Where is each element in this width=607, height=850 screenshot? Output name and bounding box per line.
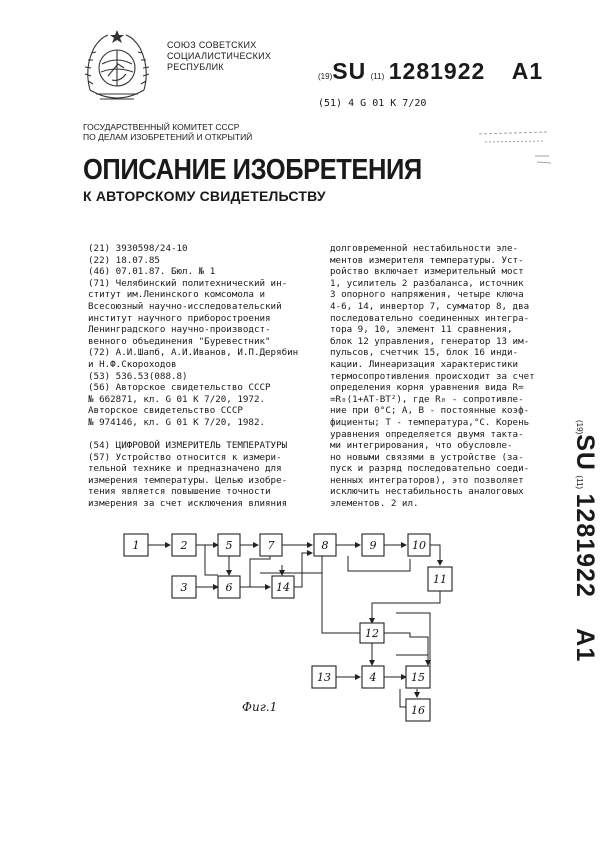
bibliographic-line: № 974146, кл. G 01 K 7/20, 1982.: [88, 416, 266, 428]
ipc-classification: [318, 98, 426, 109]
diagram-block-label: 4: [369, 671, 377, 684]
committee-line: ПО ДЕЛАМ ИЗОБРЕТЕНИЙ И ОТКРЫТИЙ: [83, 132, 253, 142]
bibliographic-line: измерения температуры. Целью изобре-: [88, 474, 288, 486]
bibliographic-line: № 662871, кл. G 01 K 7/20, 1972.: [88, 393, 266, 405]
abstract-line: ми интегрирования, что обусловле-: [330, 440, 513, 452]
document-subtitle: К АВТОРСКОМУ СВИДЕТЕЛЬСТВУ: [83, 188, 326, 204]
abstract-line: ненных интеграторов), это позволяет: [330, 474, 524, 486]
number-code-label: (11): [370, 72, 385, 81]
abstract-line: кации. Линеаризация характеристики: [330, 358, 519, 370]
document-title: ОПИСАНИЕ ИЗОБРЕТЕНИЯ: [83, 154, 422, 186]
figure-caption: Фиг.1: [242, 700, 278, 714]
abstract-line: тора 9, 10, элемент 11 сравнения,: [330, 324, 513, 336]
bibliographic-line: венного объединения "Буревестник": [88, 335, 271, 347]
ussr-emblem: [82, 30, 152, 112]
bibliographic-line: институт научного приборостроения: [88, 312, 271, 324]
publication-number: [318, 58, 543, 85]
abstract-line: 4-6, 14, инвертор 7, сумматор 8, два: [330, 300, 530, 312]
country-union-name: [167, 40, 271, 73]
country-code-label: (19): [318, 72, 333, 81]
side-country-code: SU: [571, 434, 599, 471]
bibliographic-line: тельной технике и предназначено для: [88, 463, 282, 475]
abstract-line: определения корня уравнения вида R=: [330, 382, 524, 394]
diagram-block-label: 7: [267, 539, 275, 552]
side-patent-number: 1281922: [571, 493, 599, 598]
abstract-line: фициенты; T - температура,°C. Корень: [330, 416, 530, 428]
state-committee: [83, 122, 252, 142]
bibliographic-line: Всесоюзный научно-исследовательский: [88, 300, 282, 312]
diagram-block-label: 1: [132, 539, 140, 552]
bibliographic-line: Ленинградского научно-производст-: [88, 324, 271, 336]
diagram-block-label: 10: [412, 539, 426, 552]
bibliographic-line: (46) 07.01.87. Бюл. № 1: [88, 266, 216, 278]
bibliographic-line: (21) 3930598/24-10: [88, 243, 188, 254]
block-diagram: [110, 525, 455, 725]
diagram-block-label: 11: [433, 573, 447, 586]
abstract-line: =R₀(1+AT-BT²), где R₀ - сопротивле-: [330, 393, 524, 405]
org-line: СОЮЗ СОВЕТСКИХ: [167, 40, 257, 50]
bibliographic-line: (53) 536.53(088.8): [88, 370, 188, 382]
ipc-label: (51) 4: [318, 98, 355, 109]
abstract-line: пульсов, счетчик 15, блок 16 инди-: [330, 347, 519, 359]
bibliographic-column: [88, 243, 308, 510]
diagram-block-label: 16: [411, 704, 425, 717]
bibliographic-line: (57) Устройство относится к измери-: [88, 451, 282, 463]
diagram-block-label: 6: [225, 581, 233, 594]
org-line: РЕСПУБЛИК: [167, 62, 224, 72]
abstract-line: 1, усилитель 2 разбаланса, источник: [330, 277, 524, 289]
abstract-line: ройство включает измерительный мост: [330, 266, 524, 278]
committee-line: ГОСУДАРСТВЕННЫЙ КОМИТЕТ СССР: [83, 122, 240, 132]
diagram-block-label: 3: [180, 581, 188, 594]
abstract-line: элементов. 2 ил.: [330, 498, 419, 510]
diagram-block-label: 8: [321, 539, 329, 552]
ipc-value: G 01 K 7/20: [360, 98, 427, 109]
diagram-block-label: 15: [411, 671, 425, 684]
side-number-code-label: (11): [575, 475, 584, 490]
patent-number: 1281922: [388, 58, 486, 84]
kind-code: A1: [511, 58, 544, 84]
abstract-line: но новыми связями в устройстве (за-: [330, 451, 524, 463]
diagram-block-label: 14: [276, 581, 290, 594]
library-stamp: [475, 126, 555, 172]
abstract-line: уравнения определяется двумя такта-: [330, 428, 524, 440]
side-country-code-label: (19): [575, 420, 584, 435]
bibliographic-line: ститут им.Ленинского комсомола и: [88, 289, 266, 301]
abstract-line: долговременной нестабильности эле-: [330, 243, 519, 254]
abstract-column: [330, 243, 560, 510]
abstract-line: ментов измерителя температуры. Уст-: [330, 254, 524, 266]
bibliographic-line: [88, 429, 308, 441]
diagram-block-label: 13: [317, 671, 331, 684]
abstract-line: пуск и разряд последовательно соеди-: [330, 463, 530, 475]
abstract-line: исключить нестабильность аналоговых: [330, 486, 524, 498]
diagram-block-label: 2: [180, 539, 188, 552]
abstract-line: ние при 0°C; A, B - постоянные коэф-: [330, 405, 530, 417]
bibliographic-line: и Н.Ф.Скороходов: [88, 358, 177, 370]
bibliographic-line: (71) Челябинский политехнический ин-: [88, 277, 288, 289]
bibliographic-line: (72) А.И.Шапб, А.И.Иванов, И.П.Дерябин: [88, 347, 299, 359]
bibliographic-line: Авторское свидетельство СССР: [88, 405, 243, 417]
diagram-block-label: 5: [225, 539, 233, 552]
abstract-line: последовательно соединенных интегра-: [330, 312, 530, 324]
org-line: СОЦИАЛИСТИЧЕСКИХ: [167, 51, 272, 61]
bibliographic-line: (56) Авторское свидетельство СССР: [88, 382, 271, 394]
diagram-block-label: 12: [365, 627, 379, 640]
abstract-line: блок 12 управления, генератор 13 им-: [330, 335, 530, 347]
abstract-line: термосопротивления происходит за счет: [330, 370, 535, 382]
bibliographic-line: измерения за счет исключения влияния: [88, 498, 288, 510]
country-code: SU: [332, 58, 367, 84]
bibliographic-line: (22) 18.07.85: [88, 254, 160, 266]
bibliographic-line: (54) ЦИФРОВОЙ ИЗМЕРИТЕЛЬ ТЕМПЕРАТУРЫ: [88, 440, 288, 452]
diagram-block-label: 9: [369, 539, 377, 552]
side-publication-number: [563, 420, 603, 680]
side-kind-code: A1: [571, 628, 599, 663]
abstract-line: 3 опорного напряжения, четыре ключа: [330, 289, 524, 301]
bibliographic-line: тения является повышение точности: [88, 486, 271, 498]
